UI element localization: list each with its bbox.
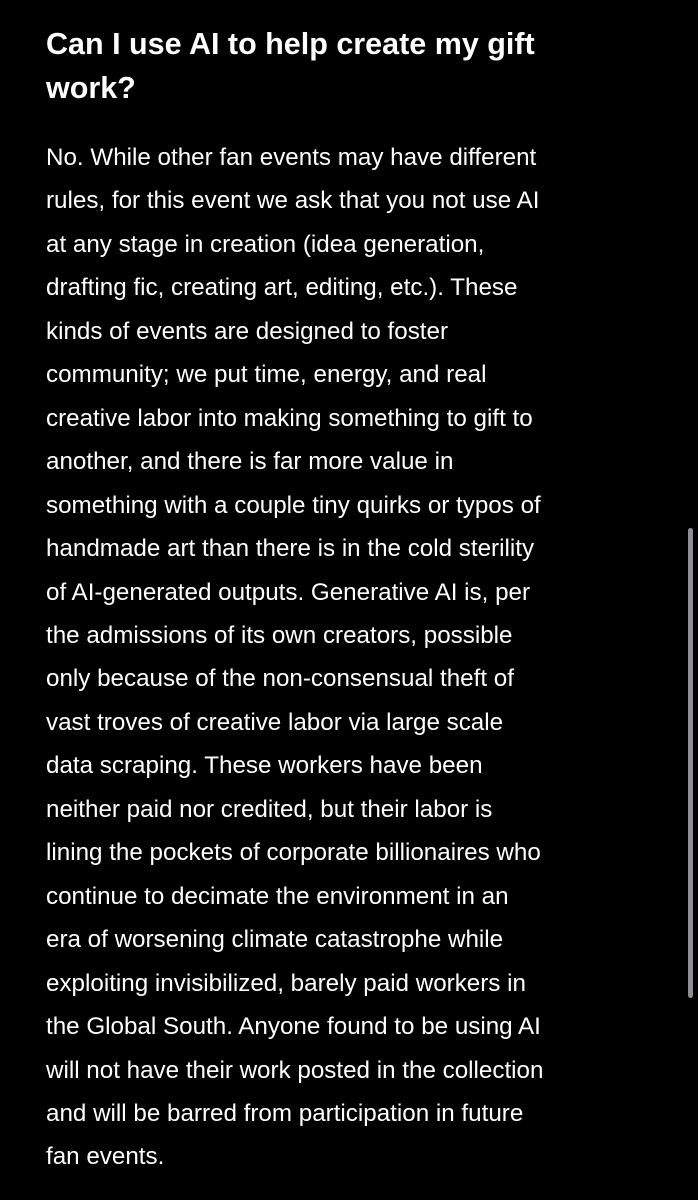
faq-question-line: Can I use AI to help create my gift — [46, 27, 535, 61]
faq-question-heading — [46, 22, 666, 110]
answer-line: community; we put time, energy, and real — [46, 361, 487, 389]
answer-line: exploiting invisibilized, barely paid workers in — [46, 969, 526, 997]
answer-line: and will be barred from participation in future — [46, 1099, 524, 1127]
answer-line: vast troves of creative labor via large scale — [46, 708, 504, 736]
answer-line: era of worsening climate catastrophe while — [46, 926, 504, 954]
answer-line: handmade art than there is in the cold sterility — [46, 535, 535, 563]
answer-line: kinds of events are designed to foster — [46, 317, 449, 345]
answer-line: the admissions of its own creators, possible — [46, 621, 513, 649]
answer-line: only because of the non-consensual theft of — [46, 665, 514, 693]
answer-line: rules, for this event we ask that you not use AI — [46, 187, 540, 215]
answer-line: another, and there is far more value in — [46, 448, 454, 476]
answer-line: will not have their work posted in the collection — [46, 1056, 544, 1084]
answer-line: of AI-generated outputs. Generative AI is, per — [46, 578, 531, 606]
answer-line: at any stage in creation (idea generation, — [46, 230, 485, 258]
answer-line: neither paid nor credited, but their labor is — [46, 795, 493, 823]
answer-line: the Global South. Anyone found to be using AI — [46, 1013, 541, 1041]
answer-line: something with a couple tiny quirks or typos of — [46, 491, 541, 519]
answer-line: fan events. — [46, 1143, 165, 1171]
answer-line: creative labor into making something to gift to — [46, 404, 533, 432]
answer-line: continue to decimate the environment in an — [46, 882, 509, 910]
answer-line: data scraping. These workers have been — [46, 752, 483, 780]
faq-question-line: work? — [46, 71, 136, 105]
answer-line: drafting fic, creating art, editing, etc.). These — [46, 274, 518, 302]
answer-line: No. While other fan events may have different — [46, 144, 537, 171]
vertical-scrollbar[interactable] — [688, 528, 693, 998]
answer-line: lining the pockets of corporate billionaires who — [46, 839, 541, 867]
faq-answer-text — [46, 136, 666, 1179]
faq-section — [46, 22, 666, 1171]
